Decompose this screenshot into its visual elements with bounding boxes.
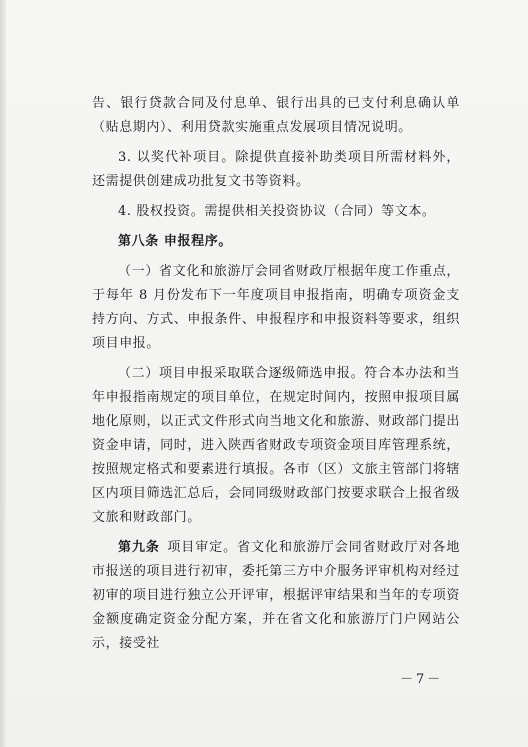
page-edge <box>0 0 6 747</box>
article-eight-heading: 第八条 申报程序。 <box>118 234 232 249</box>
document-body <box>92 92 460 662</box>
article-nine <box>92 536 460 656</box>
paragraph-loan-materials: 告、银行贷款合同及付息单、银行出具的已支付利息确认单（贴息期内）、利用贷款实施重点发展项目情况说明。 <box>92 96 460 135</box>
paragraph-application-guide: （一）省文化和旅游厅会同省财政厅根据年度工作重点，于每年 8 月份发布下一年度项目申报指南，明确专项资金支持方向、方式、申报条件、申报程序和申报资料等要求，组织项目申报。 <box>92 264 460 351</box>
paragraph-equity-investment: 4. 股权投资。需提供相关投资协议（合同）等文本。 <box>118 204 436 219</box>
article-nine-text: 项目审定。省文化和旅游厅会同省财政厅对各地市报送的项目进行初审，委托第三方中介服务评审机构对经过初审的项目进行独立公开评审，根据评审结果和当年的专项资金额度确定资金分配方案，并在省文化和旅游厅门户网站公示，接受社 <box>92 540 460 651</box>
page-number: －7－ <box>400 672 444 687</box>
paragraph-joint-screening: （二）项目申报采取联合逐级筛选申报。符合本办法和当年申报指南规定的项目单位，在规定时间内，按照申报项目属地化原则，以正式文件形式向当地文化和旅游、财政部门提出资金申请，同时，进入陕西省财政专项资金项目库管理系统，按照规定格式和要素进行填报。各市（区）文旅主管部门将辖区内项目筛选汇总后，会同同级财政部门按要求联合上报省级文旅和财政部门。 <box>92 366 460 525</box>
article-nine-label: 第九条 <box>118 540 160 555</box>
paragraph-award-subsidy: 3. 以奖代补项目。除提供直接补助类项目所需材料外，还需提供创建成功批复文书等资料。 <box>92 150 460 189</box>
